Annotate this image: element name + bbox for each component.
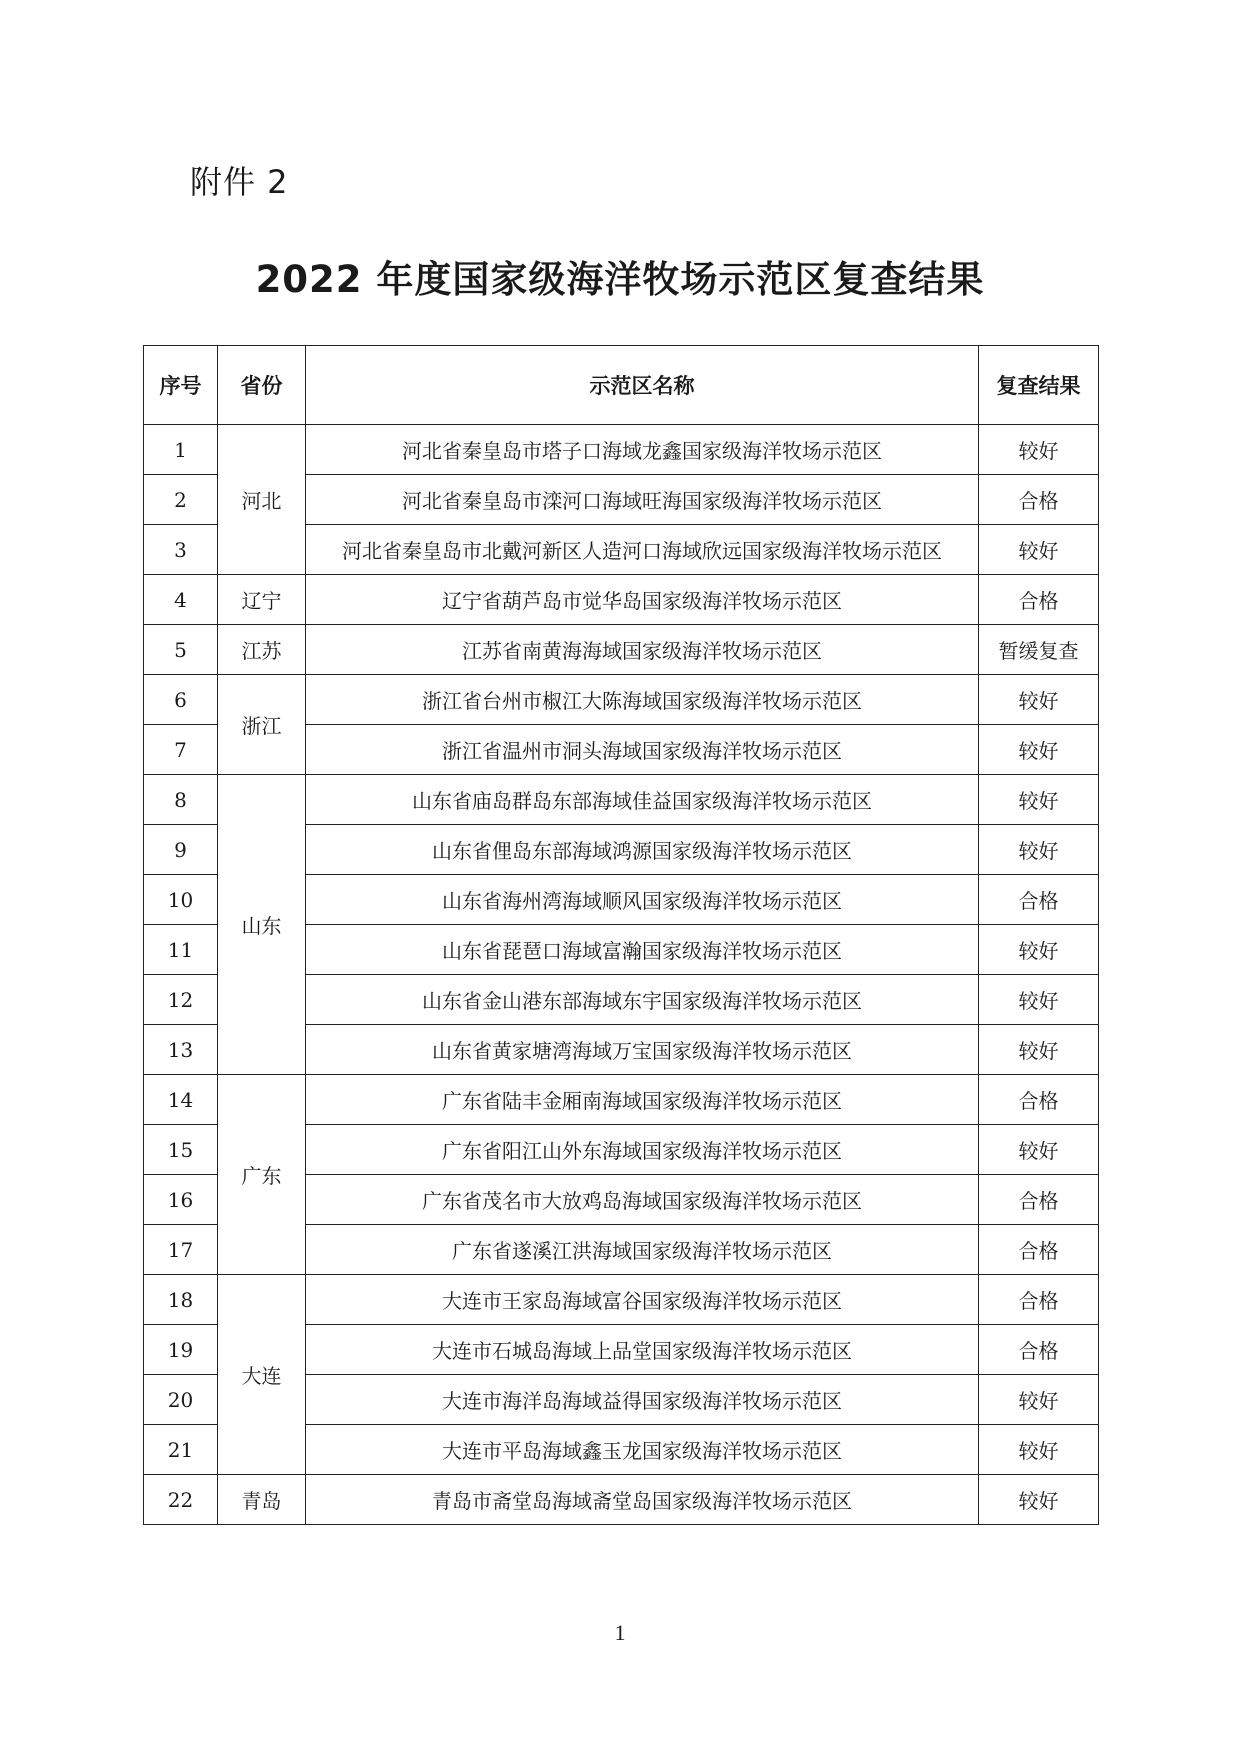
table-row: [144, 775, 1099, 825]
cell-zone-name: 浙江省温州市洞头海域国家级海洋牧场示范区: [306, 725, 979, 775]
cell-result: 较好: [979, 1375, 1099, 1425]
cell-zone-name: 大连市平岛海域鑫玉龙国家级海洋牧场示范区: [306, 1425, 979, 1475]
cell-seq: 19: [144, 1325, 218, 1375]
cell-province: 江苏: [218, 625, 306, 675]
cell-result: 较好: [979, 975, 1099, 1025]
cell-result: 合格: [979, 1075, 1099, 1125]
cell-seq: 16: [144, 1175, 218, 1225]
header-name: 示范区名称: [306, 346, 979, 425]
cell-province: 青岛: [218, 1475, 306, 1525]
cell-zone-name: 山东省金山港东部海域东宇国家级海洋牧场示范区: [306, 975, 979, 1025]
cell-seq: 11: [144, 925, 218, 975]
table-row: [144, 575, 1099, 625]
cell-result: 较好: [979, 925, 1099, 975]
cell-province: 河北: [218, 425, 306, 575]
table-row: [144, 1475, 1099, 1525]
cell-zone-name: 河北省秦皇岛市滦河口海域旺海国家级海洋牧场示范区: [306, 475, 979, 525]
cell-province: 浙江: [218, 675, 306, 775]
cell-seq: 14: [144, 1075, 218, 1125]
cell-result: 合格: [979, 1325, 1099, 1375]
cell-seq: 7: [144, 725, 218, 775]
cell-result: 合格: [979, 875, 1099, 925]
cell-result: 较好: [979, 775, 1099, 825]
cell-seq: 5: [144, 625, 218, 675]
cell-province: 山东: [218, 775, 306, 1075]
cell-result: 合格: [979, 575, 1099, 625]
cell-seq: 12: [144, 975, 218, 1025]
cell-result: 合格: [979, 1225, 1099, 1275]
cell-zone-name: 大连市王家岛海域富谷国家级海洋牧场示范区: [306, 1275, 979, 1325]
cell-result: 较好: [979, 675, 1099, 725]
cell-result: 较好: [979, 1025, 1099, 1075]
cell-result: 较好: [979, 725, 1099, 775]
cell-result: 较好: [979, 1425, 1099, 1475]
cell-zone-name: 广东省陆丰金厢南海域国家级海洋牧场示范区: [306, 1075, 979, 1125]
page-number: 1: [614, 1620, 626, 1645]
cell-seq: 10: [144, 875, 218, 925]
table-header-row: [144, 346, 1099, 425]
cell-seq: 15: [144, 1125, 218, 1175]
cell-result: 暂缓复查: [979, 625, 1099, 675]
cell-seq: 3: [144, 525, 218, 575]
cell-zone-name: 山东省黄家塘湾海域万宝国家级海洋牧场示范区: [306, 1025, 979, 1075]
cell-seq: 20: [144, 1375, 218, 1425]
table-row: [144, 675, 1099, 725]
review-results-table: [143, 345, 1099, 1525]
cell-zone-name: 山东省海州湾海域顺风国家级海洋牧场示范区: [306, 875, 979, 925]
cell-zone-name: 广东省阳江山外东海域国家级海洋牧场示范区: [306, 1125, 979, 1175]
cell-result: 合格: [979, 1275, 1099, 1325]
table-body: [144, 425, 1099, 1525]
cell-zone-name: 山东省庙岛群岛东部海域佳益国家级海洋牧场示范区: [306, 775, 979, 825]
cell-seq: 17: [144, 1225, 218, 1275]
cell-seq: 9: [144, 825, 218, 875]
cell-result: 合格: [979, 1175, 1099, 1225]
cell-zone-name: 山东省琵琶口海域富瀚国家级海洋牧场示范区: [306, 925, 979, 975]
cell-zone-name: 浙江省台州市椒江大陈海域国家级海洋牧场示范区: [306, 675, 979, 725]
cell-zone-name: 江苏省南黄海海域国家级海洋牧场示范区: [306, 625, 979, 675]
cell-result: 合格: [979, 475, 1099, 525]
cell-province: 辽宁: [218, 575, 306, 625]
cell-zone-name: 河北省秦皇岛市塔子口海域龙鑫国家级海洋牧场示范区: [306, 425, 979, 475]
cell-zone-name: 大连市海洋岛海域益得国家级海洋牧场示范区: [306, 1375, 979, 1425]
header-result: 复查结果: [979, 346, 1099, 425]
cell-result: 较好: [979, 1125, 1099, 1175]
cell-seq: 13: [144, 1025, 218, 1075]
cell-province: 广东: [218, 1075, 306, 1275]
cell-seq: 8: [144, 775, 218, 825]
cell-seq: 21: [144, 1425, 218, 1475]
header-seq: 序号: [144, 346, 218, 425]
cell-result: 较好: [979, 825, 1099, 875]
table-row: [144, 1275, 1099, 1325]
cell-zone-name: 辽宁省葫芦岛市觉华岛国家级海洋牧场示范区: [306, 575, 979, 625]
table-row: [144, 425, 1099, 475]
document-title: 2022 年度国家级海洋牧场示范区复查结果: [255, 258, 985, 301]
cell-zone-name: 山东省俚岛东部海域鸿源国家级海洋牧场示范区: [306, 825, 979, 875]
attachment-label: 附件 2: [190, 163, 289, 201]
cell-seq: 4: [144, 575, 218, 625]
cell-result: 较好: [979, 525, 1099, 575]
table-row: [144, 625, 1099, 675]
cell-seq: 1: [144, 425, 218, 475]
cell-zone-name: 青岛市斋堂岛海域斋堂岛国家级海洋牧场示范区: [306, 1475, 979, 1525]
cell-zone-name: 广东省遂溪江洪海域国家级海洋牧场示范区: [306, 1225, 979, 1275]
cell-province: 大连: [218, 1275, 306, 1475]
cell-result: 较好: [979, 1475, 1099, 1525]
cell-seq: 22: [144, 1475, 218, 1525]
cell-zone-name: 广东省茂名市大放鸡岛海域国家级海洋牧场示范区: [306, 1175, 979, 1225]
cell-seq: 6: [144, 675, 218, 725]
cell-seq: 2: [144, 475, 218, 525]
header-province: 省份: [218, 346, 306, 425]
cell-result: 较好: [979, 425, 1099, 475]
cell-zone-name: 河北省秦皇岛市北戴河新区人造河口海域欣远国家级海洋牧场示范区: [306, 525, 979, 575]
cell-zone-name: 大连市石城岛海域上品堂国家级海洋牧场示范区: [306, 1325, 979, 1375]
cell-seq: 18: [144, 1275, 218, 1325]
table-row: [144, 1075, 1099, 1125]
